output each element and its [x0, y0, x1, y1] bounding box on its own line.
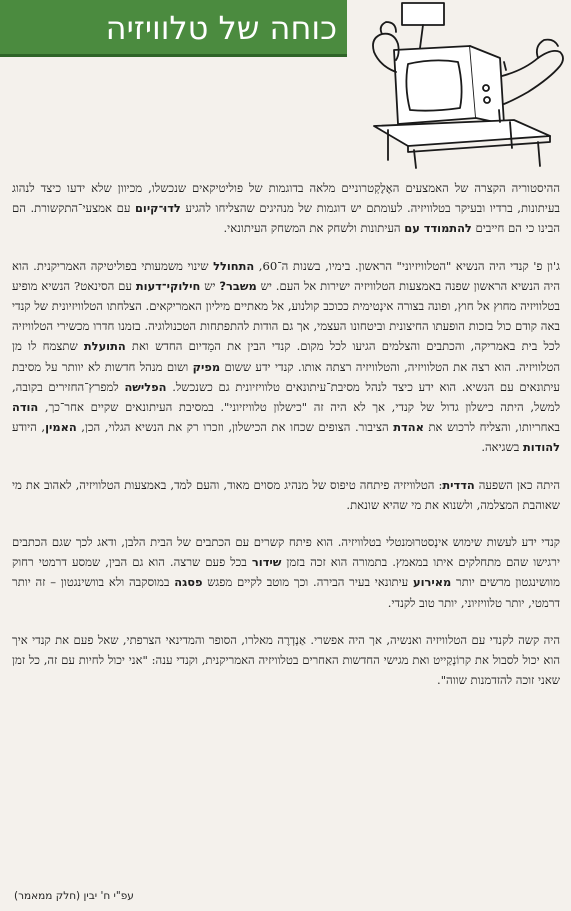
text-run: הציבור. הצופים שכחו את הכישלון, וזכרו רק את הנשיא הגלוי, הכן,	[76, 420, 394, 435]
text-run: עם אמצעי־התקשורת. הם הבינו כי הם חייבים	[12, 201, 560, 236]
bold-term: מאירוע	[413, 575, 452, 590]
text-run: היה קשה לקנדי עם הטלוויזיה ואנשיה, אך היה אפשרי. אַנְדְרֶה מאלרו, הסופר והמדינאי הצרפתי, שאל פעם את קנדי איך הוא יכול לסבול את קרוֹנְקַייט ואת מגישי החדשות האחרים בטלוויזיה האמריקנית, וקנדי ענה: "אני יכול לחיות עם זה, כל זמן שאני זוכה להזדמנות שווה".	[12, 632, 560, 688]
bold-term: משבר?	[219, 278, 257, 293]
text-run: יש	[200, 278, 220, 293]
bold-term: לדוּ־קיום	[134, 201, 181, 216]
bold-term: הפלישה	[124, 379, 167, 394]
paragraph	[12, 630, 560, 691]
text-run: שתצמח לו מן הטלוויזיה. הוא רצה את הטלוויזיה, והטלוויזיה רצתה אותו. קנדי ידע ששום	[12, 339, 561, 374]
text-run: עיתונאי בעיר הבירה. וכך מוטב לקיים מפגש	[202, 575, 413, 590]
bold-term: הדדית	[442, 477, 475, 492]
bold-term: להתמודד עם	[404, 221, 472, 236]
source-credit: עפ"י ח' יבין (חלק ממאמר)	[14, 890, 134, 902]
paragraph	[12, 256, 560, 458]
bold-term: להודות	[522, 440, 560, 455]
bold-term: התחולל	[213, 258, 255, 273]
text-run: למפרץ־החזירים בקובה, למשל, היתה כישלון גדול של קנדי, אך לא היה זה "כישלון טלוויזיוני". במסיבת העיתונאים שקיים אחר־כך,	[12, 379, 560, 415]
bold-term: שידור	[251, 555, 282, 570]
bold-term: חילוקי־דעות	[135, 278, 201, 293]
paragraph	[12, 178, 560, 239]
paragraph	[12, 475, 560, 515]
article-body	[12, 178, 560, 707]
text-run: : הטלוויזיה פיתחה טיפוס של מנהיג מסוים מאוד, והעם למד, באמצעות הטלוויזיה, לאהוב את מי שאוהבת המצלמה, ולשנוא את מי שהיא שונאת.	[12, 477, 560, 512]
text-run: ההיסטוריה הקצרה של האמצעים האֶלֶקְטרוניים מלאה בדוגמות של פוליטיקאים שנכשלו, מכיוון שלא ידעו כיצד לנהוג בעיתונות, ברדיו ובעיקר בטלוויזיה. לעומתם יש דוגמות של מנהיגים שהצליחו להגיע	[12, 181, 560, 216]
bold-term: מפיק	[192, 359, 221, 374]
bold-term: אהדת	[393, 420, 424, 435]
text-run: העיתונות ולשחק את המשחק העיתונאי.	[223, 221, 405, 236]
text-run: שינוי משמעותי בפוליטיקה האמריקנית. הוא היה הנשיא הראשון שפנה באמצעות הטלוויזיה ישירות אל העם. יש	[12, 258, 560, 293]
text-run: בכל פעם שרצה. הוא גם הבין, שמסע דרמטי רחוק מוושינגטון מרשים יותר	[12, 555, 560, 590]
bold-term: האמין	[45, 420, 77, 435]
page-title: כוחה של טלוויזיה	[105, 9, 337, 47]
text-run: ושום מנהל חדשות לא יוותר על מסיבת עיתונאים עם הנשיא. הוא ידע כיצד לנהל מסיבת־עיתונאים טלוויזיונית גם כשנכשל.	[12, 359, 560, 394]
bold-term: פסגה	[174, 575, 203, 590]
text-run: ג'ון פ' קנדי היה הנשיא "הטלוויזיוני" הראשון. בימיו, בשנות ה־60,	[254, 258, 560, 273]
paragraph	[12, 532, 560, 613]
text-run: בשגיאה.	[481, 440, 523, 455]
text-run: קנדי ידע לעשות שימוש אינְסטרוּמנטלי בטלוויזיה. הוא פיתח קשרים עם הכתבים של הבית הלבן, ודאג לכך שגם הכתבים ירגישו שהם מתחלקים איתו במאמץ. בתמורה הוא זכה בזמן	[12, 535, 560, 570]
tv-with-arm-on-table-icon	[354, 0, 571, 170]
text-run: , היודע	[12, 420, 46, 435]
text-run: היתה כאן השפעה	[474, 477, 560, 492]
title-banner	[0, 0, 347, 57]
text-run: במוסקבה ולא בוושינגטון – זה יותר דרמטי, יותר טלוויזיוני, יותר טוב לקנדי.	[12, 575, 560, 610]
bold-term: הודה	[12, 400, 39, 415]
text-run: עם הסינאט? הנשיא מופיע בטלוויזיה מחוץ אל חוץ, ופונה בצורה אינְטימית ככוכב קולנוע, אל מאתיים מיליון האמריקאים. הצלחתו הטלוויזיונית של קנדי באה קודם כול בזכות הופעתו החיצונית וביטחונו העצמי, אך גם הודות להתפתחות הטכנולוגיה. בזמנו חדרו מכשירי הטלוויזיה לכל בית באמריקה, והכתבים והצלמים הגיעו לכל מקום. קנדי הבין את המֵדיום החדש ואת	[12, 278, 560, 354]
text-run: באחריותו, והצליח לרכוש את	[423, 420, 561, 435]
bold-term: התועלת	[83, 339, 126, 354]
